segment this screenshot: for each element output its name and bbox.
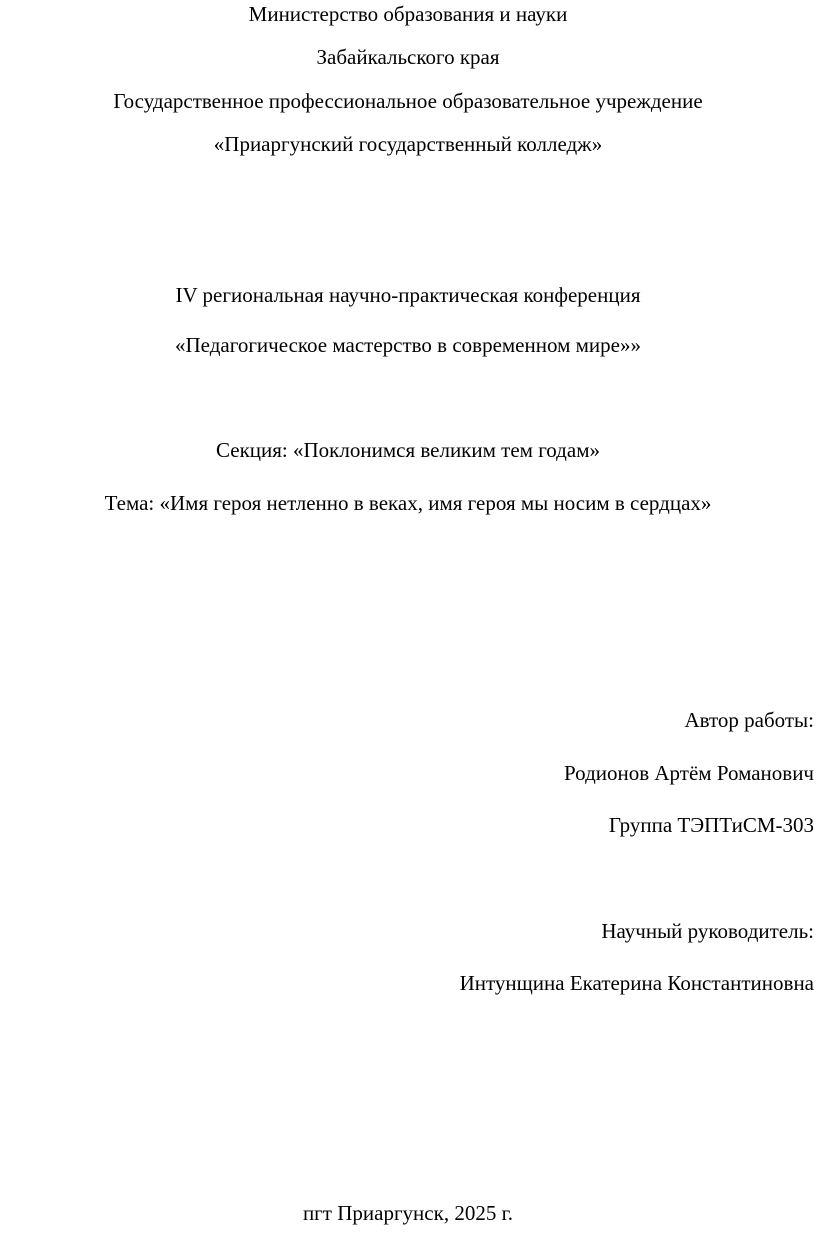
supervisor-name: Интунщина Екатерина Константиновна xyxy=(459,971,814,995)
conference-title: IV региональная научно-практическая конференция xyxy=(175,283,641,307)
supervisor-label: Научный руководитель: xyxy=(601,919,814,943)
region-line: Забайкальского края xyxy=(316,45,500,69)
author-group: Группа ТЭПТиСМ-303 xyxy=(608,813,814,837)
topic-line: Тема: «Имя героя нетленно в веках, имя героя мы носим в сердцах» xyxy=(104,491,712,515)
section-line: Секция: «Поклонимся великим тем годам» xyxy=(216,438,600,462)
author-label: Автор работы: xyxy=(684,708,814,732)
college-name-line: «Приаргунский государственный колледж» xyxy=(213,132,603,156)
institution-type-line: Государственное профессиональное образовательное учреждение xyxy=(113,89,703,113)
ministry-line: Министерство образования и науки xyxy=(248,2,568,26)
place-year: пгт Приаргунск, 2025 г. xyxy=(302,1201,514,1225)
author-name: Родионов Артём Романович xyxy=(564,761,814,785)
conference-name: «Педагогическое мастерство в современном мире»» xyxy=(175,333,641,357)
